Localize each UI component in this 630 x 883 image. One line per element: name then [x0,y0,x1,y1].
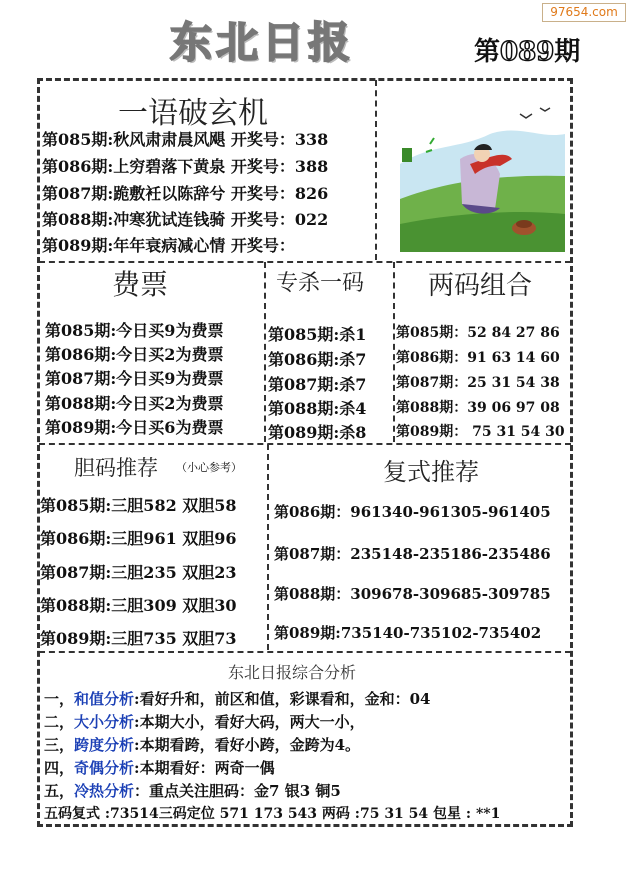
feipiao-row: 第085期:今日买9为费票 [45,321,224,340]
analysis-num: 三， [44,736,75,754]
feipiao-row: 第087期:今日买9为费票 [45,369,224,388]
analysis-item [44,711,365,732]
issue-number [474,31,580,68]
analysis-text: :看好升和，前区和值，彩课看和，金和：04 [134,690,431,708]
danma-row: 第085期:三胆582 双胆58 [40,496,237,515]
zhuansha-row: 第086期:杀7 [268,350,367,369]
yiyu-row: 第089期:年年衰病减心情 开奖号： [42,236,295,255]
issue-suffix: 期 [554,37,581,67]
issue-num: 089 [500,37,555,67]
fushi-row: 第087期：235148-235186-235486 [274,545,551,563]
liangma-row: 第089期： 75 31 54 30 [396,424,565,440]
fushi-row: 第086期：961340-961305-961405 [274,503,551,521]
zhuansha-row: 第087期:杀7 [268,375,367,394]
zhuansha-row: 第088期:杀4 [268,399,367,418]
liangma-row: 第087期：25 31 54 38 [396,375,560,391]
feipiao-row: 第086期:今日买2为费票 [45,345,224,364]
analysis-label: 奇偶分析 [74,759,135,777]
analysis-num: 五， [44,782,75,800]
danma-row: 第089期:三胆735 双胆73 [40,629,237,648]
feipiao-row: 第088期:今日买2为费票 [45,394,224,413]
zhuansha-row: 第089期:杀8 [268,423,367,442]
divider [267,444,269,650]
yiyu-row: 第087期:跪敷衽以陈辞兮 开奖号：826 [42,184,329,203]
danma-row: 第088期:三胆309 双胆30 [40,596,237,615]
watermark: 97654.com [542,3,626,22]
liangma-row: 第085期：52 84 27 86 [396,325,560,341]
analysis-label: 和值分析 [74,690,135,708]
yiyu-row: 第086期:上穷碧落下黄泉 开奖号：388 [42,157,329,176]
danma-title: 胆码推荐 [74,456,158,480]
liangma-title: 两码组合 [428,271,533,301]
analysis-num: 二， [44,713,75,731]
feipiao-row: 第089期:今日买6为费票 [45,418,224,437]
analysis-text: :本期大小，看好大码，两大一小， [134,713,365,731]
zhuansha-title: 专杀一码 [276,271,365,296]
masthead-title: 东北日报 [170,18,355,67]
analysis-item [44,734,360,755]
analysis-item [44,780,341,801]
yiyu-row: 第088期:冲寒犹试连钱骑 开奖号：022 [42,210,329,229]
analysis-title: 东北日报综合分析 [228,663,357,682]
analysis-label: 跨度分析 [74,736,135,754]
analysis-num: 一， [44,690,75,708]
yiyu-title: 一语破玄机 [118,96,268,131]
divider [39,651,571,653]
analysis-text: ：重点关注胆码：金7 银3 铜5 [134,782,341,800]
analysis-label: 冷热分析 [74,782,135,800]
analysis-item [44,757,275,778]
fushi-title: 复式推荐 [383,458,479,486]
zhuansha-row: 第085期:杀1 [268,325,367,344]
danma-row: 第086期:三胆961 双胆96 [40,529,237,548]
liangma-row: 第088期：39 06 97 08 [396,400,560,416]
analysis-item [44,688,430,709]
divider [393,262,395,442]
divider [264,262,266,442]
danma-subtitle: （小心参考） [176,461,242,474]
divider [375,80,377,260]
feipiao-title: 费票 [112,268,169,301]
poet-illustration [400,104,565,252]
analysis-text: :本期看好：两奇一偶 [134,759,275,777]
divider [39,443,571,445]
yiyu-row: 第085期:秋风肃肃晨风飓 开奖号：338 [42,130,329,149]
fushi-row: 第088期：309678-309685-309785 [274,585,551,603]
issue-prefix: 第 [474,37,501,67]
analysis-label: 大小分析 [74,713,135,731]
analysis-footer: 五码复式 :73514三码定位 571 173 543 两码 :75 31 54 包星 : **1 [44,806,501,822]
danma-row: 第087期:三胆235 双胆23 [40,563,237,582]
liangma-row: 第086期：91 63 14 60 [396,350,560,366]
analysis-num: 四， [44,759,75,777]
analysis-text: :本期看跨，看好小跨，金跨为4。 [134,736,361,754]
fushi-row: 第089期:735140-735102-735402 [274,624,542,642]
